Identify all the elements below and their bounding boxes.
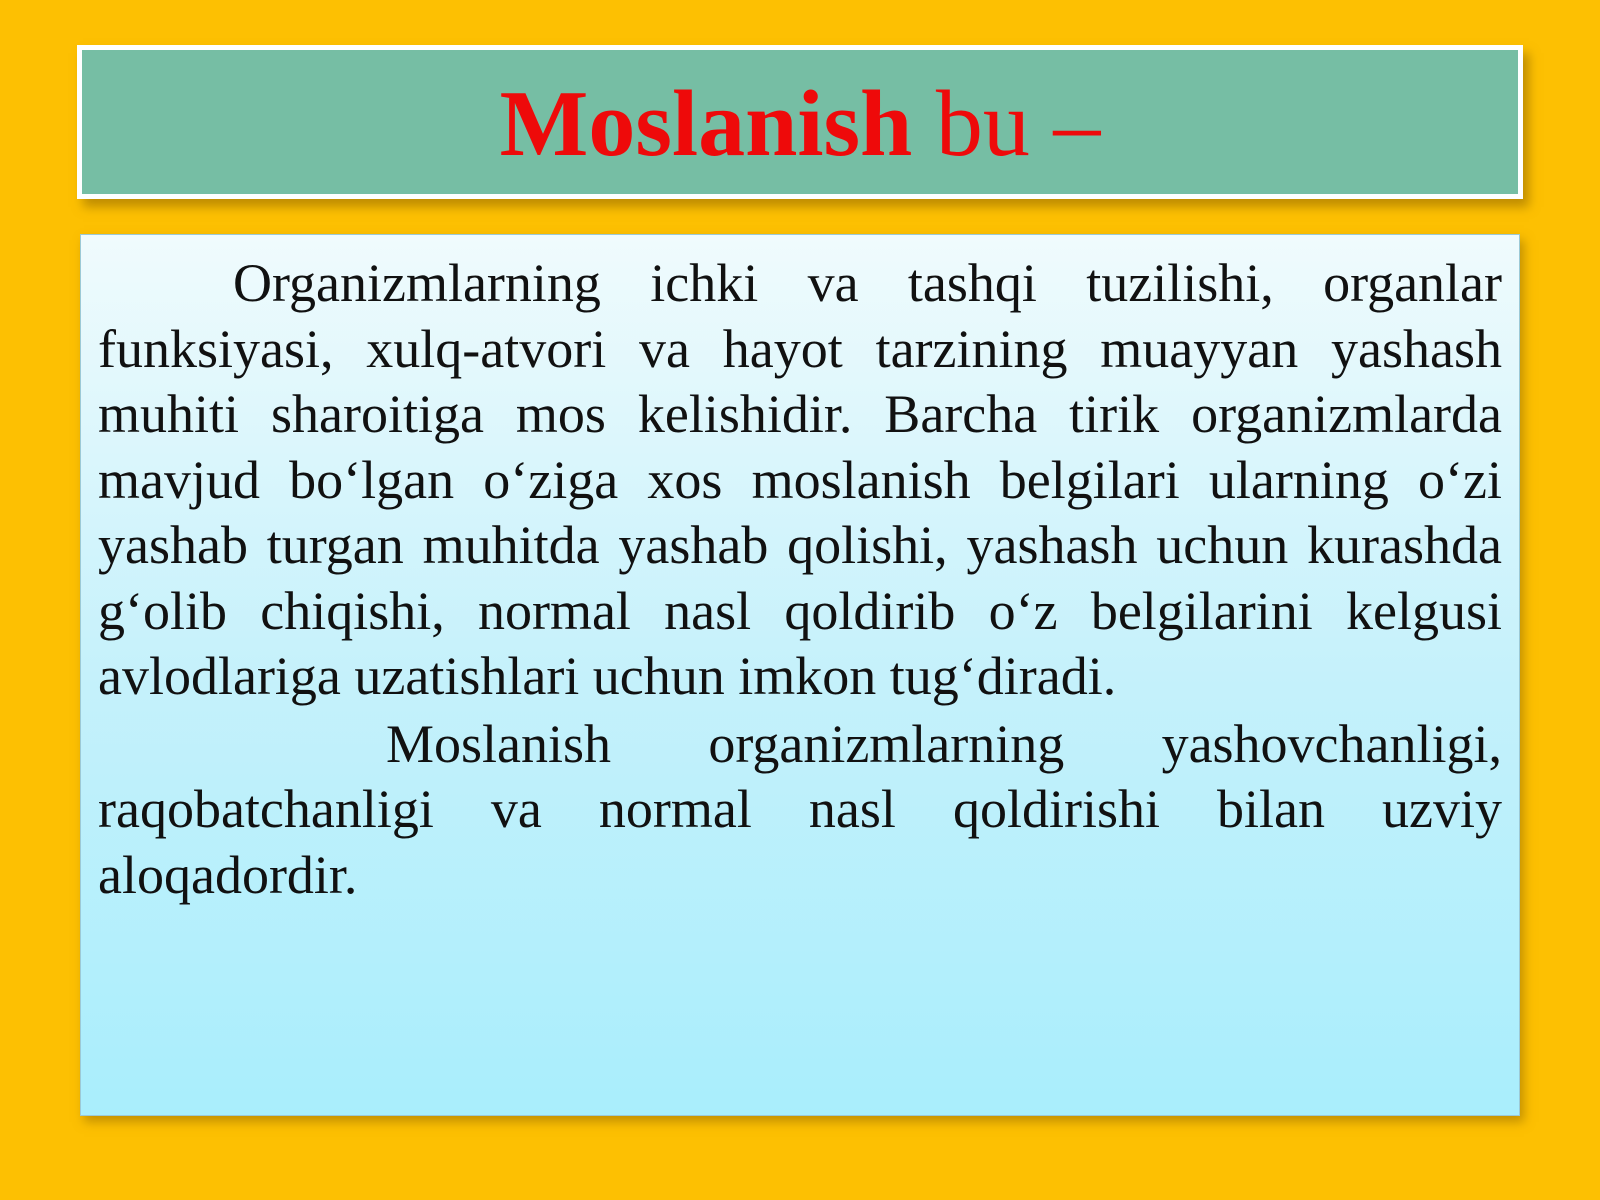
paragraph-summary: Moslanish organizmlarning yashovchanligi, raqobatchanligi va normal nasl qoldirishi bilan uzviy aloqadordir. — [98, 713, 1502, 905]
slide-title-bold: Moslanish — [499, 72, 913, 176]
paragraph-definition: Organizmlarning ichki va tashqi tuzilishi, organlar funksiyasi, xulq-atvori va hayot tarzining muayyan yashash muhiti sharoitiga mos kelishidir. Barcha tirik organizmlarda mavjud bo‘lgan o‘ziga xos moslanish belgilari ularning o‘zi yashab turgan muhitda yashab qolishi, yashash uchun kurashda g‘olib chiqishi, normal nasl qoldirib o‘z belgilarini kelgusi avlodlariga uzatishlari uchun imkon tug‘diradi. — [98, 253, 1502, 706]
title-panel — [77, 45, 1523, 199]
slide-title-rest: bu – — [912, 72, 1101, 176]
slide-title — [499, 72, 1101, 176]
content-panel — [80, 234, 1520, 1116]
